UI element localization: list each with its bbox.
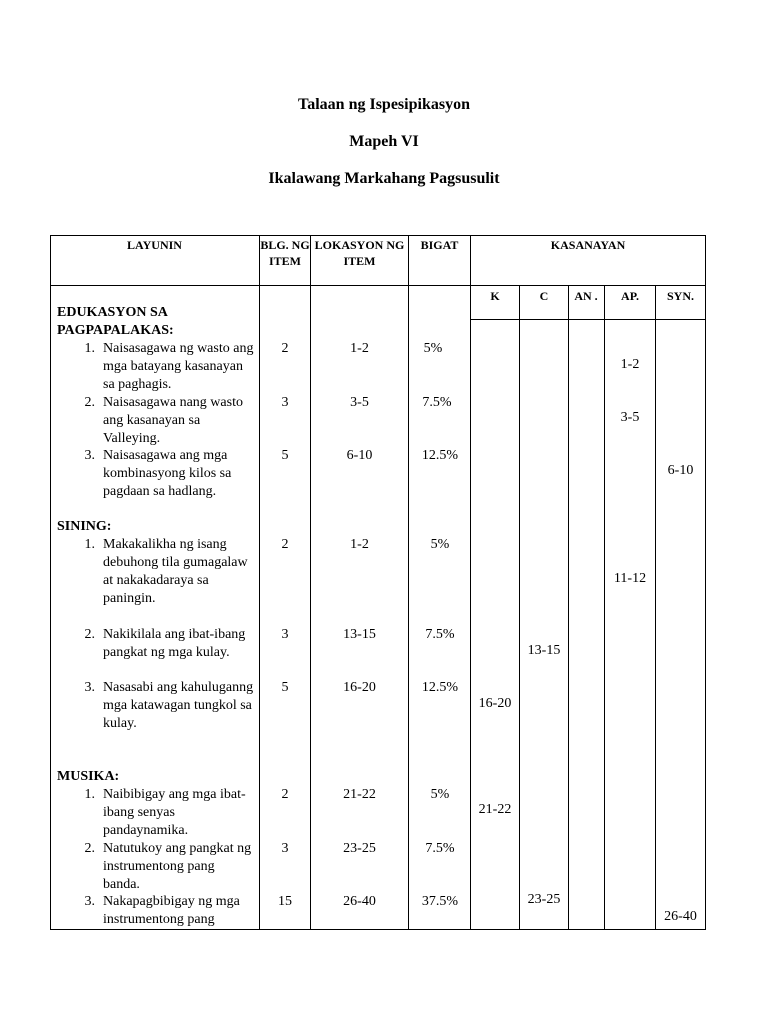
item-number: 2. bbox=[84, 841, 95, 856]
lokasyon-cell: 3-5 bbox=[350, 395, 369, 410]
blg-cell: 5 bbox=[281, 448, 289, 463]
lokasyon-cell: 6-10 bbox=[346, 448, 373, 463]
item-text: Nakikilala ang ibat-ibang pangkat ng mga kulay. bbox=[103, 627, 246, 660]
bigat-cell: 7.5% bbox=[422, 395, 452, 410]
blg-cell: 5 bbox=[281, 680, 289, 695]
subject-title: Mapeh VI bbox=[349, 133, 419, 150]
objective-item bbox=[75, 394, 255, 448]
lokasyon-cell: 23-25 bbox=[343, 841, 376, 856]
blg-cell: 2 bbox=[281, 341, 289, 356]
bigat-cell: 7.5% bbox=[425, 627, 455, 642]
item-text: Nakapagbibigay ng mga instrumentong pang bbox=[103, 894, 240, 927]
header-layunin: LAYUNIN bbox=[127, 238, 182, 252]
bigat-cell: 12.5% bbox=[421, 448, 459, 463]
objective-item bbox=[75, 536, 255, 608]
ap-cell: 1-2 bbox=[620, 357, 640, 372]
item-number: 1. bbox=[84, 341, 95, 356]
header-an: AN . bbox=[574, 289, 598, 303]
section-title: SINING: bbox=[57, 519, 112, 534]
bigat-cell: 5% bbox=[430, 537, 450, 552]
item-text: Natutukoy ang pangkat ng instrumentong pang banda. bbox=[103, 841, 252, 892]
item-number: 2. bbox=[84, 395, 95, 410]
objective-item bbox=[75, 447, 255, 501]
section-title: MUSIKA: bbox=[57, 769, 120, 784]
lokasyon-cell: 16-20 bbox=[343, 680, 376, 695]
header-lokasyon: LOKASYON NG ITEM bbox=[314, 238, 405, 268]
objective-item bbox=[75, 893, 255, 929]
item-text: Naisasagawa ng wasto ang mga batayang kasanayan sa paghagis. bbox=[103, 341, 254, 392]
item-number: 3. bbox=[84, 894, 95, 909]
objective-item bbox=[75, 786, 255, 840]
item-number: 1. bbox=[84, 537, 95, 552]
c-cell: 23-25 bbox=[527, 892, 561, 907]
objective-item bbox=[75, 679, 255, 733]
k-cell: 21-22 bbox=[478, 802, 512, 817]
header-syn: SYN. bbox=[666, 289, 694, 303]
blg-cell: 2 bbox=[281, 787, 289, 802]
item-text: Makakalikha ng isang debuhong tila gumagalaw at nakakadaraya sa paningin. bbox=[103, 537, 248, 606]
header-ap: AP. bbox=[621, 289, 639, 303]
lokasyon-cell: 21-22 bbox=[343, 787, 376, 802]
objective-item bbox=[75, 340, 255, 394]
blg-cell: 15 bbox=[278, 894, 292, 909]
exam-title: Ikalawang Markahang Pagsusulit bbox=[268, 170, 500, 187]
objective-item bbox=[75, 626, 255, 662]
lokasyon-cell: 1-2 bbox=[350, 341, 369, 356]
item-text: Naibibigay ang mga ibat-ibang senyas pandaynamika. bbox=[103, 787, 246, 838]
header-c: C bbox=[539, 289, 549, 303]
item-number: 3. bbox=[84, 680, 95, 695]
syn-cell: 26-40 bbox=[664, 909, 697, 924]
blg-cell: 3 bbox=[281, 395, 289, 410]
blg-cell: 3 bbox=[281, 841, 289, 856]
c-cell: 13-15 bbox=[527, 643, 561, 658]
item-number: 3. bbox=[84, 448, 95, 463]
bigat-cell: 5% bbox=[430, 787, 450, 802]
bigat-cell: 5% bbox=[423, 341, 443, 356]
bigat-cell: 7.5% bbox=[425, 841, 455, 856]
syn-cell: 6-10 bbox=[667, 463, 694, 478]
header-blg: BLG. NG ITEM bbox=[260, 238, 310, 268]
bigat-cell: 37.5% bbox=[421, 894, 459, 909]
objective-item bbox=[75, 840, 255, 894]
section-title: EDUKASYON SA PAGPAPALAKAS: bbox=[57, 305, 174, 338]
ap-cell: 11-12 bbox=[613, 571, 647, 586]
lokasyon-cell: 13-15 bbox=[343, 627, 376, 642]
header-k: K bbox=[490, 289, 500, 303]
lokasyon-cell: 1-2 bbox=[350, 537, 369, 552]
item-text: Nasasabi ang kahuluganng mga katawagan tungkol sa kulay. bbox=[103, 680, 254, 731]
ap-cell: 3-5 bbox=[620, 410, 640, 425]
lokasyon-cell: 26-40 bbox=[343, 894, 376, 909]
item-text: Naisasagawa ang mga kombinasyong kilos sa pagdaan sa hadlang. bbox=[103, 448, 232, 499]
item-text: Naisasagawa nang wasto ang kasanayan sa Valleying. bbox=[103, 395, 243, 446]
blg-cell: 2 bbox=[281, 537, 289, 552]
blg-cell: 3 bbox=[281, 627, 289, 642]
header-kasanayan: KASANAYAN bbox=[550, 238, 626, 252]
item-number: 2. bbox=[84, 627, 95, 642]
k-cell: 16-20 bbox=[478, 696, 512, 711]
document-title: Talaan ng Ispesipikasyon bbox=[298, 96, 470, 113]
header-bigat: BIGAT bbox=[420, 238, 459, 252]
item-number: 1. bbox=[84, 787, 95, 802]
bigat-cell: 12.5% bbox=[421, 680, 459, 695]
